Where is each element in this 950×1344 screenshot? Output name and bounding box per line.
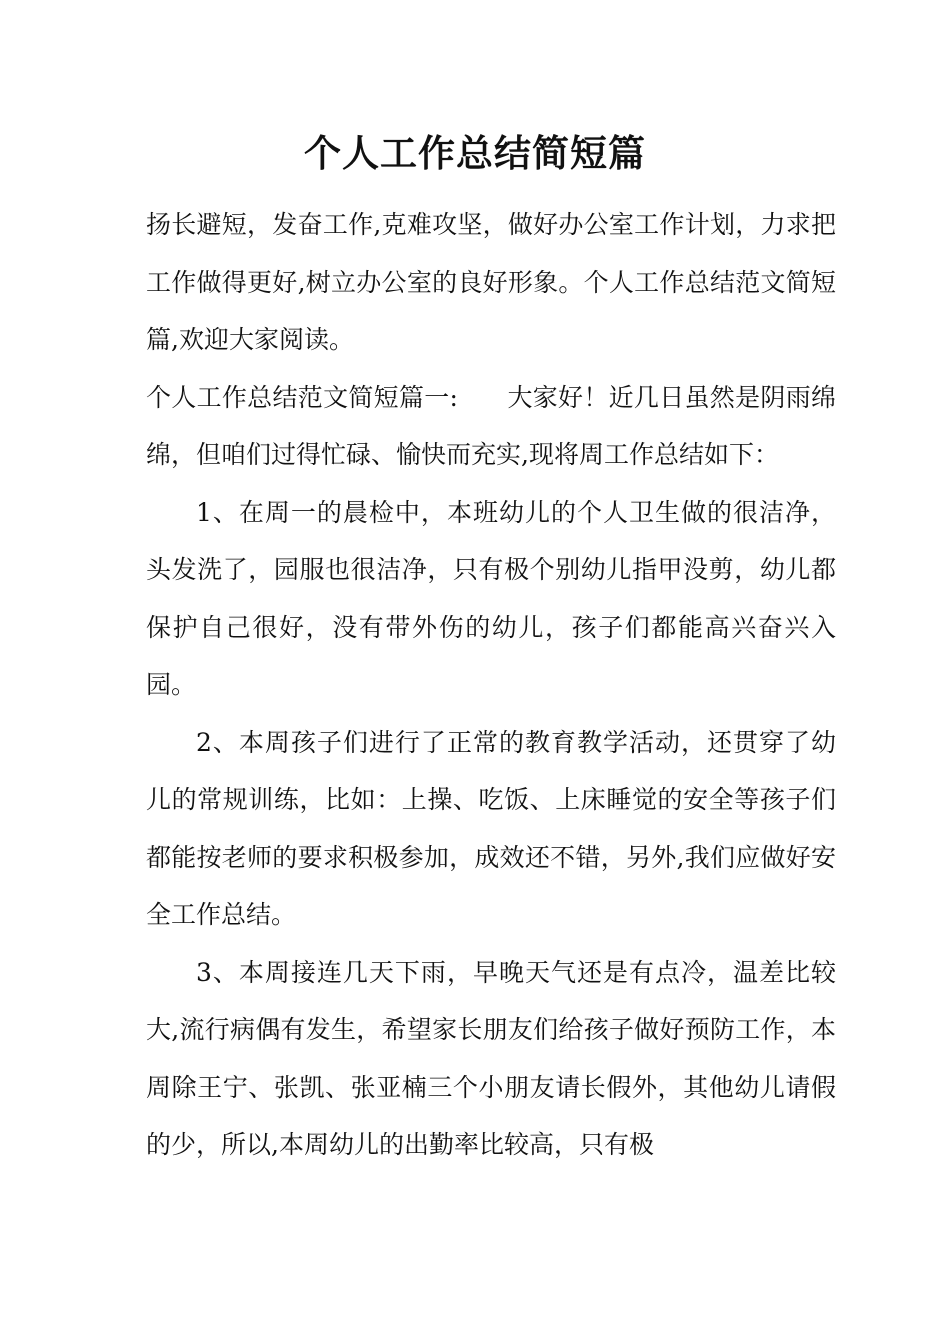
section-intro-paragraph: 个人工作总结范文简短篇一: 大家好！近几日虽然是阴雨绵绵，但咱们过得忙碌、愉快而充实,现将周工作总结如下： — [146, 382, 836, 469]
document-title: 个人工作总结简短篇 — [304, 131, 646, 175]
item-3-paragraph: 3、本周接连几天下雨，早晚天气还是有点冷，温差比较大,流行病偶有发生，希望家长朋友们给孩子做好预防工作，本周除王宁、张凯、张亚楠三个小朋友请长假外，其他幼儿请假的少，所以,本周幼儿的出勤率比较高，只有极 — [146, 957, 836, 1159]
item-1-paragraph: 1、在周一的晨检中，本班幼儿的个人卫生做的很洁净，头发洗了，园服也很洁净，只有极个别幼儿指甲没剪，幼儿都保护自己很好，没有带外伤的幼儿，孩子们都能高兴奋兴入园。 — [146, 497, 836, 699]
document-body — [146, 196, 836, 1174]
intro-paragraph: 扬长避短，发奋工作,克难攻坚，做好办公室工作计划，力求把工作做得更好,树立办公室的良好形象。个人工作总结范文简短篇,欢迎大家阅读。 — [146, 210, 836, 354]
item-2-paragraph: 2、本周孩子们进行了正常的教育教学活动，还贯穿了幼儿的常规训练，比如：上操、吃饭、上床睡觉的安全等孩子们都能按老师的要求积极参加，成效还不错，另外,我们应做好安全工作总结。 — [146, 727, 836, 929]
